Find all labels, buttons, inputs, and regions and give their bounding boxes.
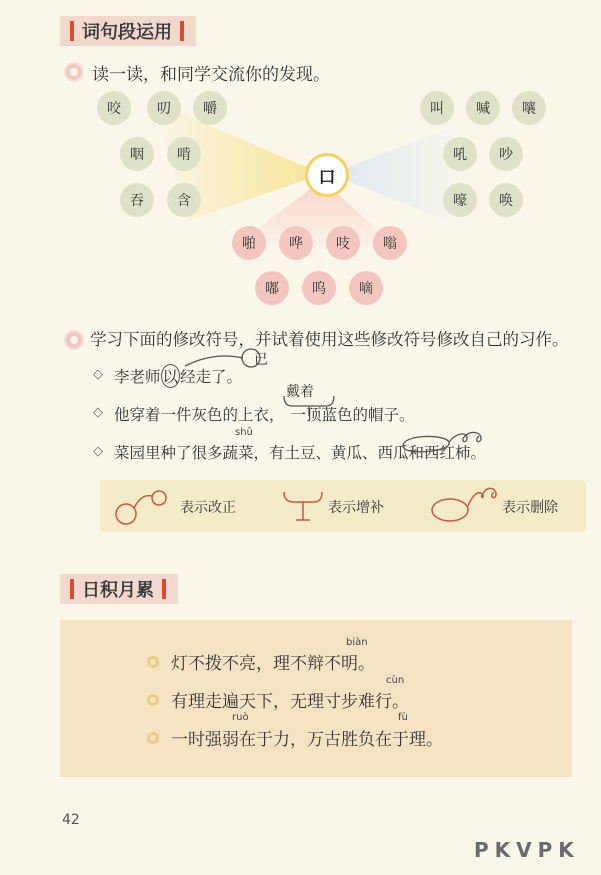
char-circle: 含: [167, 183, 201, 217]
correct-symbol: [112, 486, 172, 528]
watermark: PKVPK: [474, 838, 580, 862]
example-1-after: 经走了。: [180, 368, 243, 386]
saying-bullet: [147, 732, 159, 744]
example-3-deleted: 西瓜: [377, 444, 409, 462]
question-1-text: 读一读，和同学交流你的发现。: [92, 65, 330, 85]
section-header-word-usage: [60, 16, 196, 46]
char-circle: 喊: [466, 91, 500, 125]
header-bar: [70, 579, 74, 599]
question-icon: [64, 330, 84, 350]
diamond-bullet: ◇: [93, 444, 103, 459]
pinyin-bian: biàn: [346, 637, 368, 648]
pinyin-cun: cùn: [386, 675, 405, 686]
correction-mark: [175, 346, 265, 376]
delete-symbol: [428, 484, 504, 528]
legend-delete-label: 表示删除: [502, 500, 558, 516]
page-number: 42: [62, 812, 80, 828]
saying-3: 一时强弱在于力，万古胜负在于理。: [171, 730, 443, 750]
saying-2: 有理走遍天下，无理寸步难行。: [171, 692, 409, 712]
delete-mark: [395, 428, 505, 468]
question-icon: [64, 62, 84, 82]
saying-bullet: [147, 656, 159, 668]
example-2-before: 他穿着一件灰色的上衣，: [114, 406, 285, 424]
example-2: [114, 403, 415, 425]
example-3-part3: 和西红柿。: [408, 444, 487, 462]
char-circle: 嘟: [255, 271, 289, 305]
legend-add-label: 表示增补: [328, 500, 384, 516]
char-circle: 嗡: [373, 226, 407, 260]
saying-1: 灯不拨不亮，理不辩不明。: [171, 654, 375, 674]
pinyin-shu: shū: [235, 427, 253, 438]
char-circle: 咽: [120, 137, 154, 171]
char-circle: 嚎: [443, 183, 477, 217]
char-circle: 嚷: [512, 91, 546, 125]
correction-char: 已: [254, 352, 268, 368]
char-circle: 叨: [147, 91, 181, 125]
char-circle: 吵: [489, 137, 523, 171]
diamond-bullet: ◇: [93, 405, 103, 420]
char-circle: 咬: [97, 91, 131, 125]
add-symbol: [280, 488, 330, 528]
insert-text: 戴着: [286, 384, 314, 400]
example-3-part1: 菜园里种了很多: [114, 444, 223, 462]
section-header-daily-accumulation: [60, 574, 178, 604]
diamond-bullet: ◇: [93, 367, 103, 382]
char-circle: 啪: [232, 226, 266, 260]
saying-bullet: [147, 694, 159, 706]
char-circle: 叫: [420, 91, 454, 125]
section-title: 词句段运用: [82, 22, 172, 43]
section-title: 日积月累: [82, 580, 154, 601]
char-circle: 哗: [279, 226, 313, 260]
example-1-circled: 以: [161, 364, 181, 388]
char-circle: 嘀: [349, 271, 383, 305]
center-char: 口: [305, 153, 349, 197]
header-bar: [162, 579, 166, 599]
legend-correct-label: 表示改正: [180, 500, 236, 516]
char-circle: 吼: [443, 137, 477, 171]
char-circle: 嚼: [193, 91, 227, 125]
char-circle: 吱: [326, 226, 360, 260]
char-circle: 啃: [167, 137, 201, 171]
char-circle: 吞: [120, 183, 154, 217]
pinyin-fu: fù: [398, 712, 408, 723]
header-bar: [180, 21, 184, 41]
char-circle: 唤: [489, 183, 523, 217]
pinyin-ruo: ruò: [232, 712, 249, 723]
header-bar: [70, 21, 74, 41]
example-3-part2: 蔬菜，有土豆、黄瓜、: [222, 444, 378, 462]
example-2-after: 一顶蓝色的帽子。: [290, 406, 415, 424]
char-circle: 呜: [302, 271, 336, 305]
example-1-before: 李老师: [114, 368, 161, 386]
symbol-legend: [100, 480, 586, 532]
question-2-text: 学习下面的修改符号，并试着使用这些修改符号修改自己的习作。: [90, 330, 569, 349]
